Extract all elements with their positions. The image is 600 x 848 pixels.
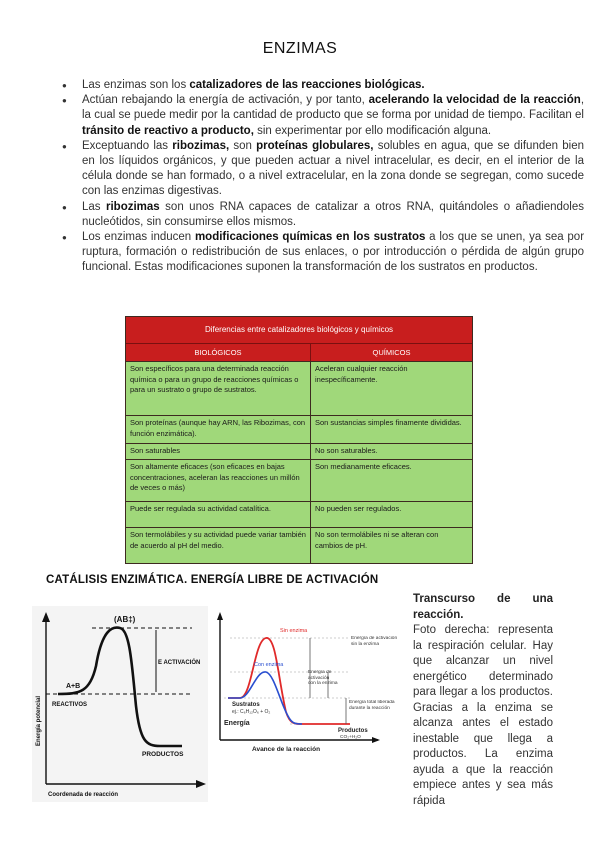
text-run: Exceptuando las (82, 139, 173, 152)
text-run: Actúan rebajando la energía de activación, y por tanto, (82, 94, 369, 107)
table-row (126, 527, 472, 563)
table-header (126, 343, 472, 361)
ea-no-enzyme-caption: Energía de activación sin la enzima (351, 636, 398, 647)
x-axis-label: Coordenada de reacción (48, 792, 119, 798)
table-cell-quimicos: Aceleran cualquier reacción inespecíficamente. (315, 364, 408, 384)
bullet-item (62, 139, 584, 200)
table-cell-biologicos: Son saturables (126, 444, 311, 459)
text-run: Los enzimas inducen (82, 231, 195, 244)
text-run: a los que se unen, ya sea por ruptura, formación o redistribución de sus enlaces, o por introducción o pérdida de algún grupo funcional. Estas modificaciones suponen la transformación de los sustratos en productos. (82, 231, 585, 274)
text-run: son (229, 139, 257, 152)
y-axis-label: Energía (224, 720, 250, 727)
products-label: PRODUCTOS (142, 751, 184, 758)
substrates-label: Sustratos (232, 702, 260, 708)
page-title: ENZIMAS (262, 40, 338, 57)
total-energy-caption: Energía total liberada durante la reacción (349, 700, 395, 711)
table-title: Diferencias entre catalizadores biológicos y químicos (126, 317, 472, 343)
x-axis-label: Avance de la reacción (252, 746, 321, 753)
bullet-item (62, 230, 584, 276)
table-cell-quimicos: No son termolábiles ni se alteran con cambios de pH. (315, 530, 439, 550)
products-formula: CO₂+H₂O (340, 735, 361, 740)
substrates-formula: ej.: C₆H₁₂O₆ + O₂ (232, 709, 271, 715)
y-axis-arrow-icon (217, 612, 223, 620)
bold-text: ribozimas (106, 200, 160, 213)
bold-text: acelerando la velocidad de la reacción (368, 94, 581, 107)
sidebar-heading: Transcurso de una reacción. (413, 593, 553, 621)
total-energy-box (349, 700, 401, 726)
activation-label: E ACTIVACIÓN (158, 660, 201, 666)
table-cell-quimicos: No son saturables. (315, 446, 378, 455)
bullet-list (62, 78, 584, 276)
bullet-item (62, 78, 584, 93)
bold-text: tránsito de reactivo a producto, (82, 124, 254, 137)
text-run: , la cual se puede medir por la cantidad de producto que se forma por unidad de tiempo. Facilitan el (82, 94, 585, 122)
table-row (126, 361, 472, 415)
with-enzyme-label: Con enzima (254, 662, 284, 668)
table-cell-biologicos: Son proteínas (aunque hay ARN, las Ribozimas, con función enzimática). (126, 416, 311, 443)
table-cell-biologicos: Son específicos para una determinada reacción química o para un grupo de reacciones químicas o para un sustrato o grupo de sustratos. (126, 362, 311, 415)
table-row (126, 501, 472, 527)
table-row (126, 443, 472, 459)
text-run: solubles en agua, que se difunden bien en los líquidos orgánicos, y que pueden actuar a nivel intracelular, es decir, en el interior de la célula donde se han formado, o a nivel extracelular, en la zona donde se segregan, como sucede con las enzimas digestivas. (82, 139, 584, 198)
column-header-biologicos: BIOLÓGICOS (126, 344, 311, 361)
activation-energy-diagram (32, 606, 208, 802)
y-axis-label: Energía potencial (36, 695, 42, 746)
reactants-caption: REACTIVOS (52, 702, 88, 708)
text-run: Las (82, 200, 107, 213)
sidebar-text: Foto derecha: representa la respiración celular. Hay que alcanzar un nivel energético determinado para llegar a los productos. Gracias a la enzima se alcanza antes el estado inestable que llega a productos. La enzima ayuda a que la reacción empiece antes y sea más rápida (413, 624, 553, 807)
text-run: son unos RNA capaces de catalizar a otros RNA, quitándoles o añadiendoles nucleótidos, sin consumirse ellos mismos. (82, 200, 584, 228)
ea-no-enzyme-box (351, 636, 401, 676)
column-header-quimicos: QUÍMICOS (372, 348, 411, 357)
bold-text: modificaciones químicas en los sustratos (194, 231, 426, 244)
table-cell-biologicos: Son termolábiles y su actividad puede variar también de acuerdo al pH del medio. (126, 528, 311, 563)
bold-text: catalizadores de las reacciones biológicas. (189, 79, 425, 91)
bullet-item (62, 93, 584, 139)
reactants-label: A+B (66, 683, 81, 690)
x-axis-arrow-icon (372, 737, 380, 743)
table-cell-quimicos: No pueden ser regulados. (315, 504, 402, 513)
bold-text: proteínas globulares, (256, 139, 374, 152)
bullet-item (62, 200, 584, 230)
table-cell-biologicos: Puede ser regulada su actividad catalítica. (126, 502, 311, 527)
ea-with-enzyme-caption: Energía de activación con la enzima (308, 670, 338, 687)
text-run: Las enzimas son los (82, 79, 190, 91)
comparison-table (125, 316, 473, 564)
table-cell-biologicos: Son altamente eficaces (son eficaces en bajas concentraciones, aceleran las reacciones un millón de veces o más) (126, 460, 311, 501)
table-row (126, 415, 472, 443)
enzyme-comparison-diagram (210, 608, 403, 760)
section-title: CATÁLISIS ENZIMÁTICA. ENERGÍA LIBRE DE ACTIVACIÓN (46, 574, 379, 586)
table-cell-quimicos: Son medianamente eficaces. (315, 462, 412, 471)
ea-with-enzyme-box (308, 670, 338, 700)
table-cell-quimicos: Son sustancias simples finamente divididas. (315, 418, 462, 427)
no-enzyme-label: Sin enzima (280, 628, 308, 634)
products-label: Productos (338, 728, 368, 734)
table-row (126, 459, 472, 501)
text-run: sin experimentar por ello modificación alguna. (253, 124, 492, 137)
bold-text: ribozimas, (172, 139, 230, 152)
peak-label: (AB‡) (114, 615, 136, 624)
